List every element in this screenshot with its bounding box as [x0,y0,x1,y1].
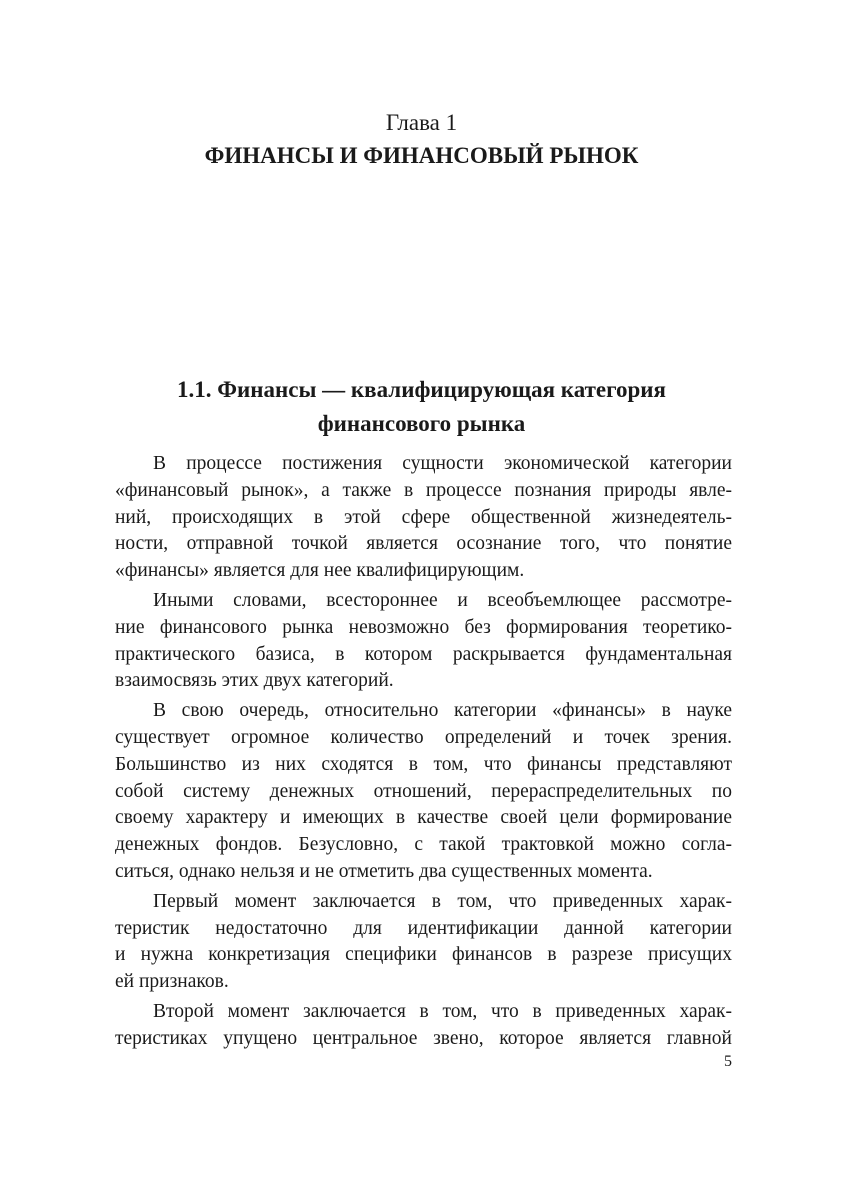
section-title-line-1: 1.1. Финансы — квалифицирующая категория [177,377,666,402]
text-line: практического базиса, в котором раскрывается фундаментальная [115,643,732,665]
text-line: ний, происходящих в этой сфере общественной жизнедеятель- [115,506,732,528]
text-line: ситься, однако нельзя и не отметить два существенных момента. [115,860,653,882]
text-line: В свою очередь, относительно категории «финансы» в науке [153,700,732,722]
text-line: существует огромное количество определений и точек зрения. [115,726,732,748]
text-line: денежных фондов. Безусловно, с такой трактовкой можно согла- [115,834,732,856]
text-line: ние финансового рынка невозможно без формирования теоретико- [115,616,732,638]
paragraph [115,451,732,585]
paragraph [115,698,732,886]
chapter-label: Глава 1 [385,110,458,135]
paragraph [115,588,732,695]
text-line: теристик недостаточно для идентификации данной категории [115,917,732,939]
text-line: «финансы» является для нее квалифицирующим. [115,560,525,582]
chapter-title: ФИНАНСЫ И ФИНАНСОВЫЙ РЫНОК [204,143,639,168]
paragraph [115,889,732,996]
text-line: теристиках упущено центральное звено, которое является главной [115,1027,732,1049]
text-line: своему характеру и имеющих в качестве своей цели формирование [115,807,732,829]
body-text [115,451,732,1056]
text-line: Первый момент заключается в том, что приведенных харак- [153,890,732,912]
section-title-line-2: финансового рынка [317,411,526,436]
text-line: ности, отправной точкой является осознание того, что понятие [115,533,732,555]
text-line: Второй момент заключается в том, что в приведенных харак- [153,1000,732,1022]
text-line: Иными словами, всестороннее и всеобъемлющее рассмотре- [153,589,732,611]
text-line: В процессе постижения сущности экономической категории [153,453,732,474]
text-line: собой систему денежных отношений, перераспределительных по [115,780,732,802]
page-number: 5 [724,1053,732,1070]
text-line: взаимосвязь этих двух категорий. [115,670,394,692]
text-line: ей признаков. [115,971,229,993]
text-line: «финансовый рынок», а также в процессе познания природы явле- [115,479,732,501]
text-line: Большинство из них сходятся в том, что финансы представляют [115,753,732,775]
section-title [100,373,743,441]
text-line: и нужна конкретизация специфики финансов в разрезе присущих [115,944,732,966]
paragraph [115,999,732,1053]
